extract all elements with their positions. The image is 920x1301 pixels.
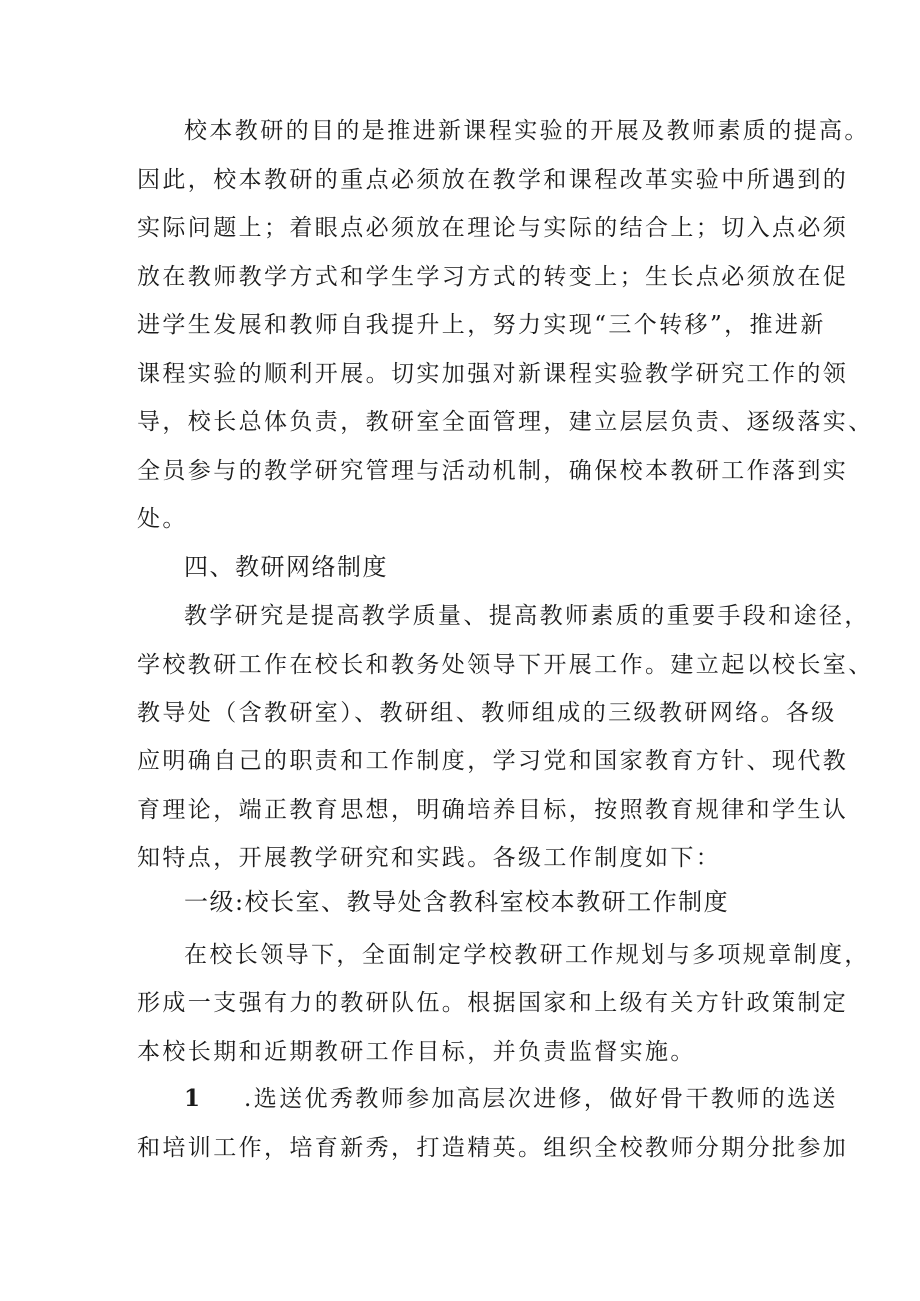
paragraph-line: 校本教研的目的是推进新课程实验的开展及教师素质的提高。 [184, 118, 870, 144]
paragraph-line: 学校教研工作在校长和教务处领导下开展工作。建立起以校长室、 [137, 652, 874, 678]
paragraph-line: 教导处（含教研室）、教研组、教师组成的三级教研网络。各级 [137, 700, 837, 726]
paragraph-line: 全员参与的教学研究管理与活动机制，确保校本教研工作落到实 [137, 458, 849, 484]
paragraph-line: 和培训工作，培育新秀，打造精英。组织全校教师分期分批参加 [137, 1135, 849, 1161]
section-heading: 四、教研网络制度 [184, 553, 388, 581]
paragraph-line: 本校长期和近期教研工作目标，并负责监督实施。 [137, 1039, 696, 1065]
paragraph-line: 形成一支强有力的教研队伍。根据国家和上级有关方针政策制定 [137, 990, 849, 1016]
paragraph-line: 在校长领导下，全面制定学校教研工作规划与多项规章制度， [184, 942, 870, 968]
paragraph-line: 应明确自己的职责和工作制度，学习党和国家教育方针、现代教 [137, 748, 849, 774]
paragraph-line: 进学生发展和教师自我提升上，努力实现“三个转移”，推进新 [137, 312, 826, 338]
paragraph-line: 因此，校本教研的重点必须放在教学和课程改革实验中所遇到的 [137, 167, 849, 193]
paragraph-line: 知特点，开展教学研究和实践。各级工作制度如下： [137, 845, 722, 871]
paragraph-line: 放在教师教学方式和学生学习方式的转变上；生长点必须放在促 [137, 264, 849, 290]
numbered-item [0, 1084, 920, 1114]
subsection-heading: 一级:校长室、教导处含教科室校本教研工作制度 [184, 888, 730, 916]
paragraph-line: 处。 [137, 506, 188, 532]
paragraph-line: 教学研究是提高教学质量、提高教师素质的重要手段和途径， [184, 603, 870, 629]
item-number: 1 [184, 1085, 203, 1112]
item-text: .选送优秀教师参加高层次进修，做好骨干教师的选送 [244, 1086, 838, 1112]
paragraph-line: 育理论，端正教育思想，明确培养目标，按照教育规律和学生认 [137, 797, 849, 823]
paragraph-line: 导，校长总体负责，教研室全面管理，建立层层负责、逐级落实、 [137, 409, 874, 435]
paragraph-line: 实际问题上；着眼点必须放在理论与实际的结合上；切入点必须 [137, 215, 849, 241]
paragraph-line: 课程实验的顺利开展。切实加强对新课程实验教学研究工作的领 [137, 361, 849, 387]
